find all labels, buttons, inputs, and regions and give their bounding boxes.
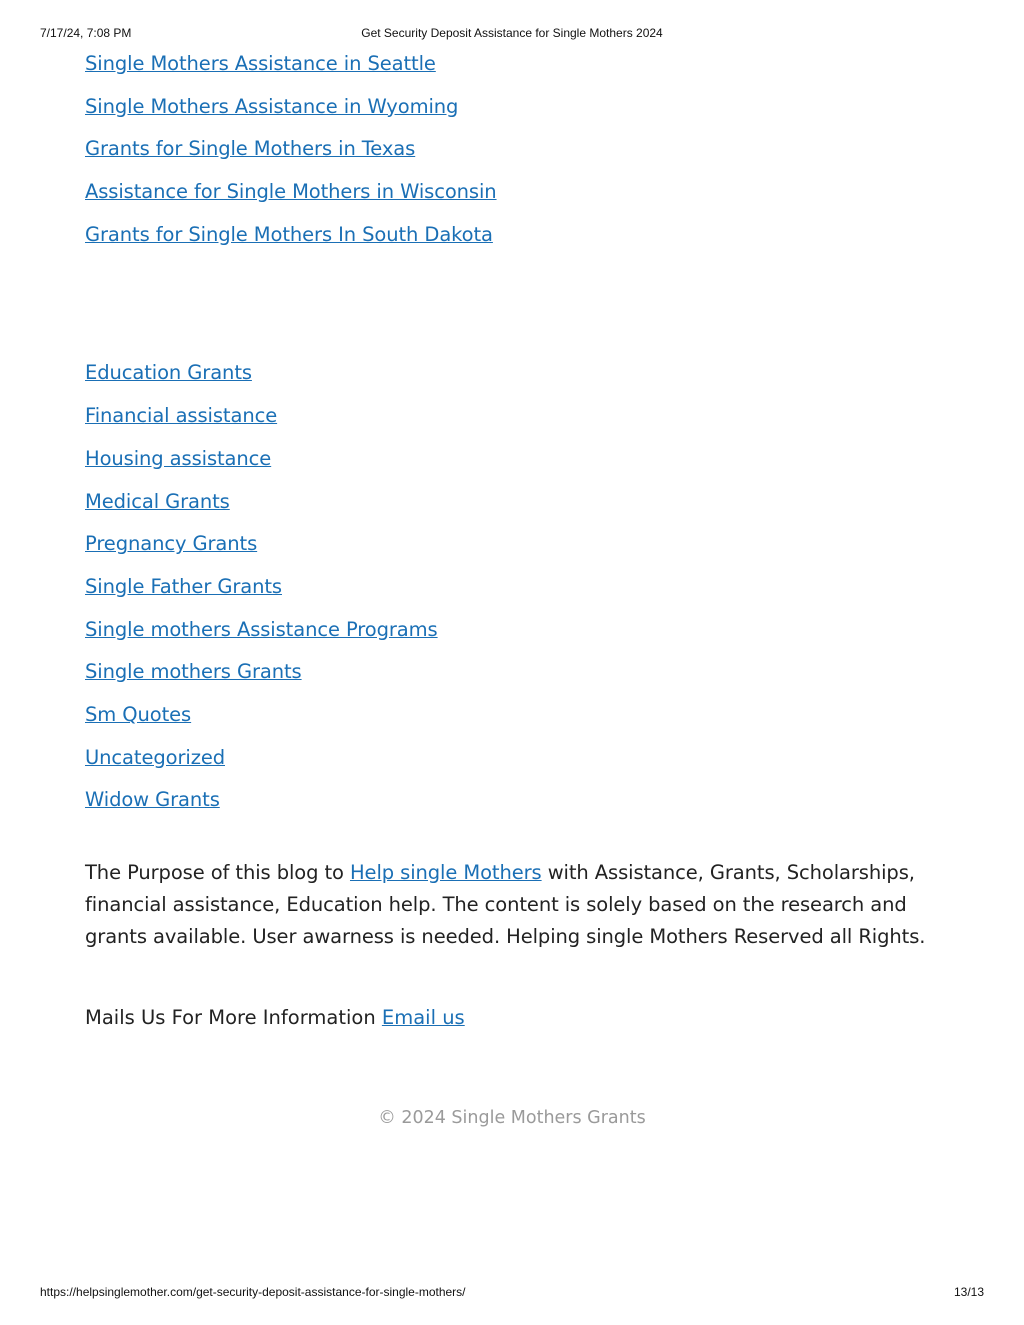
print-url: https://helpsinglemother.com/get-security-deposit-assistance-for-single-mothers/ — [40, 1285, 466, 1299]
list-item — [85, 133, 945, 176]
category-link[interactable]: Single mothers Assistance Programs — [85, 617, 438, 641]
list-item — [85, 219, 945, 262]
print-date: 7/17/24, 7:08 PM — [40, 26, 132, 40]
recent-post-link[interactable]: Assistance for Single Mothers in Wisconsin — [85, 180, 497, 204]
category-link[interactable]: Pregnancy Grants — [85, 532, 258, 556]
copyright-notice: © 2024 Single Mothers Grants — [378, 1108, 646, 1128]
email-us-link[interactable]: Email us — [381, 1006, 465, 1029]
category-link[interactable]: Housing assistance — [85, 446, 272, 470]
blog-purpose-text — [85, 857, 945, 953]
purpose-text-end: with Assistance, Grants, Scholarships, financial assistance, Education help. The content is solely based on the research and grants available. User awarness is needed. Helping single Mothers Reserved all Rights. — [85, 861, 926, 948]
category-link[interactable]: Widow Grants — [85, 788, 220, 812]
list-item — [85, 48, 945, 91]
list-item — [85, 614, 945, 657]
page-content — [85, 48, 945, 1034]
list-item — [85, 443, 945, 486]
purpose-text-start: The Purpose of this blog to — [85, 861, 350, 884]
recent-post-link[interactable]: Grants for Single Mothers in Texas — [85, 137, 416, 161]
list-item — [85, 486, 945, 529]
categories-list — [85, 357, 945, 827]
recent-posts-list — [85, 48, 945, 261]
recent-post-link[interactable]: Single Mothers Assistance in Wyoming — [85, 94, 459, 118]
category-link[interactable]: Financial assistance — [85, 404, 278, 428]
print-header — [40, 26, 984, 42]
list-item — [85, 784, 945, 827]
list-item — [85, 357, 945, 400]
section-spacer — [85, 261, 945, 357]
help-single-mothers-link[interactable]: Help single Mothers — [349, 861, 542, 884]
print-page-title: Get Security Deposit Assistance for Single Mothers 2024 — [361, 26, 663, 40]
list-item — [85, 742, 945, 785]
list-item — [85, 571, 945, 614]
print-footer — [40, 1285, 984, 1301]
print-page-number: 13/13 — [953, 1285, 984, 1299]
mail-text: Mails Us For More Information — [85, 1006, 382, 1029]
list-item — [85, 176, 945, 219]
list-item — [85, 656, 945, 699]
mail-info-text — [85, 1002, 945, 1034]
category-link[interactable]: Sm Quotes — [85, 702, 192, 726]
category-link[interactable]: Uncategorized — [85, 745, 225, 769]
list-item — [85, 699, 945, 742]
category-link[interactable]: Education Grants — [85, 361, 252, 385]
category-link[interactable]: Medical Grants — [85, 489, 230, 513]
category-link[interactable]: Single Father Grants — [85, 574, 282, 598]
list-item — [85, 528, 945, 571]
list-item — [85, 400, 945, 443]
recent-post-link[interactable]: Grants for Single Mothers In South Dakota — [85, 222, 493, 246]
list-item — [85, 91, 945, 134]
recent-post-link[interactable]: Single Mothers Assistance in Seattle — [85, 52, 436, 75]
category-link[interactable]: Single mothers Grants — [85, 660, 302, 684]
